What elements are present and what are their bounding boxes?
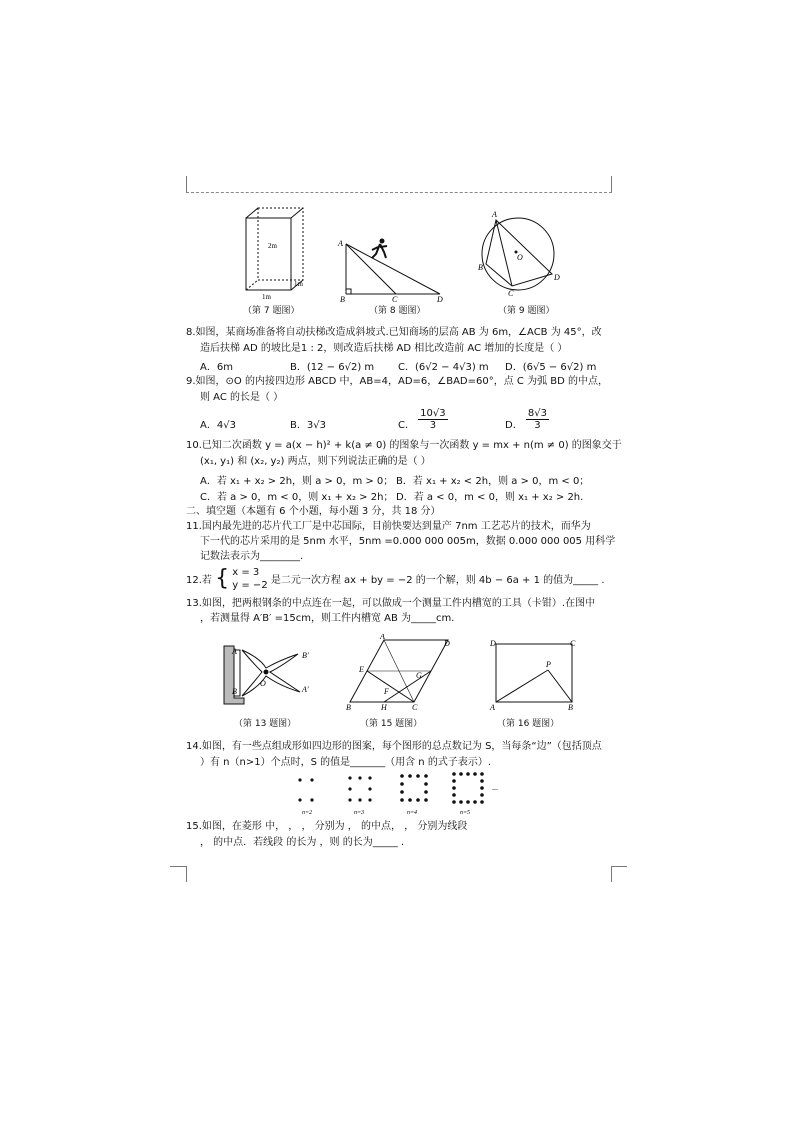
q8-option-a: A．6m xyxy=(200,362,233,373)
q12-eq-2: y = −2 xyxy=(232,580,268,591)
q10-option-c: C．若 a > 0，m < 0，则 x₁ + x₂ > 2h； xyxy=(200,492,394,503)
svg-text:B: B xyxy=(340,295,345,304)
svg-text:G: G xyxy=(416,671,422,680)
svg-text:D: D xyxy=(490,639,496,648)
svg-text:A: A xyxy=(232,647,237,656)
svg-text:A: A xyxy=(490,703,495,712)
figure-15-rhombus xyxy=(344,634,456,712)
q11-line-1: 11.国内最先进的芯片代工厂是中芯国际，目前快要达到量产 7nm 工艺芯片的技术，而华为 xyxy=(186,521,591,532)
svg-text:n=4: n=4 xyxy=(407,810,418,816)
q9-option-d: D． $\frac{8√3}{3}$ xyxy=(505,408,547,431)
svg-text:A: A xyxy=(492,210,497,219)
q10-line-2: (x₁, y₁) 和 (x₂, y₂) 两点，则下列说法正确的是（ ） xyxy=(200,456,431,467)
q10-line-1: 10.已知二次函数 y = a(x − h)² + k(a ≠ 0) 的图象与一次函数 y = mx + n(m ≠ 0) 的图象交于 xyxy=(186,440,622,451)
q10-option-b: B．若 x₁ + x₂ < 2h，则 a > 0，m < 0； xyxy=(396,476,590,487)
caption-figure-9: （第 9 题图） xyxy=(498,306,555,316)
caption-figure-15: （第 15 题图） xyxy=(360,719,423,729)
caption-figure-13: （第 13 题图） xyxy=(234,719,297,729)
svg-text:C: C xyxy=(392,295,398,304)
caption-figure-7: （第 7 题图） xyxy=(243,306,300,316)
fig7-height-label: 2m xyxy=(268,242,277,250)
q9-c-denominator: 3 xyxy=(429,420,437,431)
figure-14-dot-patterns xyxy=(292,772,512,818)
q9-line-1: 9.如图，⊙O 的内接四边形 ABCD 中，AB=4，AD=6，∠BAD=60°，点 C 为弧 BD 的中点， xyxy=(186,376,608,387)
header-dashed-rule xyxy=(186,192,612,193)
q14-line-1: 14.如图，有一些点组成形如四边形的图案，每个图形的总点数记为 S，当每条“边”（包括顶点 xyxy=(186,741,602,752)
svg-text:E: E xyxy=(359,665,364,674)
q8-option-b: B．(12 − 6√2) m xyxy=(290,362,375,373)
q9-option-b: B．3√3 xyxy=(290,420,326,431)
q9-d-numerator: 8√3 xyxy=(527,408,547,419)
q11-line-3: 记数法表示为________. xyxy=(200,551,304,562)
svg-text:O: O xyxy=(260,679,266,688)
q11-line-2: 下一代的芯片采用的是 5nm 水平，5nm =0.000 000 005m，数据 0.000 000 005 用科学 xyxy=(200,536,616,547)
figure-9-circle xyxy=(472,208,564,300)
svg-text:F: F xyxy=(384,687,389,696)
q9-c-numerator: 10√3 xyxy=(420,408,446,419)
q8-line-1: 8.如图，某商场准备将自动扶梯改造成斜坡式.已知商场的层高 AB 为 6m，∠ACB 为 45°，改 xyxy=(186,327,602,338)
caption-figure-8: （第 8 题图） xyxy=(369,306,426,316)
q9-option-a: A．4√3 xyxy=(200,420,236,431)
figure-7-box xyxy=(236,200,316,310)
q8-line-2: 造后扶梯 AD 的坡比是1 : 2，则改造后扶梯 AD 相比改造前 AC 增加的长度是（ ） xyxy=(200,343,568,354)
svg-text:A: A xyxy=(338,239,343,248)
svg-text:O: O xyxy=(517,253,523,262)
q8-option-d: D．(6√5 − 6√2) m xyxy=(505,362,597,373)
figure-16-rectangle xyxy=(486,636,582,712)
q10-option-a: A．若 x₁ + x₂ > 2h，则 a > 0，m > 0； xyxy=(200,476,394,487)
svg-text:B: B xyxy=(568,703,573,712)
svg-text:C: C xyxy=(412,703,418,712)
q15-line-2: ， 的中点．若线段 的长为 ，则 的长为_____ . xyxy=(200,837,405,848)
q9-line-2: 则 AC 的长是（ ） xyxy=(200,392,284,403)
svg-text:B': B' xyxy=(302,651,309,660)
svg-text:P: P xyxy=(546,660,551,669)
crop-mark-bottom-left-v xyxy=(186,866,187,882)
svg-text:H: H xyxy=(381,703,387,712)
svg-text:D: D xyxy=(437,295,443,304)
crop-mark-top-left-v xyxy=(186,176,187,192)
figure-13-calipers xyxy=(220,640,320,710)
q13-line-1: 13.如图，把两根钢条的中点连在一起，可以做成一个测量工件内槽宽的工具（卡钳）.在图中 xyxy=(186,598,596,609)
fig7-width-label: 1m xyxy=(262,293,271,301)
svg-text:D: D xyxy=(444,639,450,648)
svg-text:n=3: n=3 xyxy=(354,810,365,816)
q12-brace: { xyxy=(215,566,230,591)
crop-mark-bottom-right-v xyxy=(611,866,612,882)
svg-text:A: A xyxy=(380,634,385,641)
crop-mark-bottom-left-h xyxy=(170,866,186,867)
svg-text:n=2: n=2 xyxy=(302,810,313,816)
svg-text:D: D xyxy=(554,273,560,282)
crop-mark-bottom-right-h xyxy=(611,866,627,867)
crop-mark-top-right-v xyxy=(611,176,612,192)
svg-text:B: B xyxy=(232,687,237,696)
svg-text:C: C xyxy=(570,639,576,648)
q9-d-denominator: 3 xyxy=(534,420,541,431)
q12-eq-1: x = 3 xyxy=(232,567,260,578)
figure-8-escalator xyxy=(334,232,454,304)
caption-figure-16: （第 16 题图） xyxy=(497,719,560,729)
svg-text:...: ... xyxy=(492,783,498,792)
q13-line-2: ，若测量得 A′B′ =15cm，则工件内槽宽 AB 为_____cm. xyxy=(200,613,455,624)
svg-text:B: B xyxy=(478,263,483,272)
q15-line-1: 15.如图，在菱形 中， ， ， 分别为 ， 的中点， ， 分别为线段 xyxy=(186,821,468,832)
section-2-heading: 二、填空题（本题有 6 个小题，每小题 3 分，共 18 分） xyxy=(186,506,441,517)
q9-option-c: C． $\frac{10√3}{3}$ xyxy=(398,408,446,431)
fig7-depth-label: 1m xyxy=(294,280,303,288)
svg-text:B: B xyxy=(346,703,351,712)
q10-option-d: D．若 a < 0，m < 0，则 x₁ + x₂ > 2h. xyxy=(396,492,584,503)
q14-line-2: ）有 n（n>1）个点时，S 的值是_______（用含 n 的式子表示）. xyxy=(200,757,491,768)
svg-text:C: C xyxy=(508,289,514,298)
svg-text:n=5: n=5 xyxy=(460,810,471,816)
svg-text:A': A' xyxy=(302,685,309,694)
q8-option-c: C．(6√2 − 4√3) m xyxy=(398,362,489,373)
person-on-escalator-icon xyxy=(372,239,387,259)
q12-line: 12.若 { x = 3 y = −2 是二元一次方程 ax + by = −2 的一个解，则 4b − 6a + 1 的值为_____ . xyxy=(186,566,605,591)
